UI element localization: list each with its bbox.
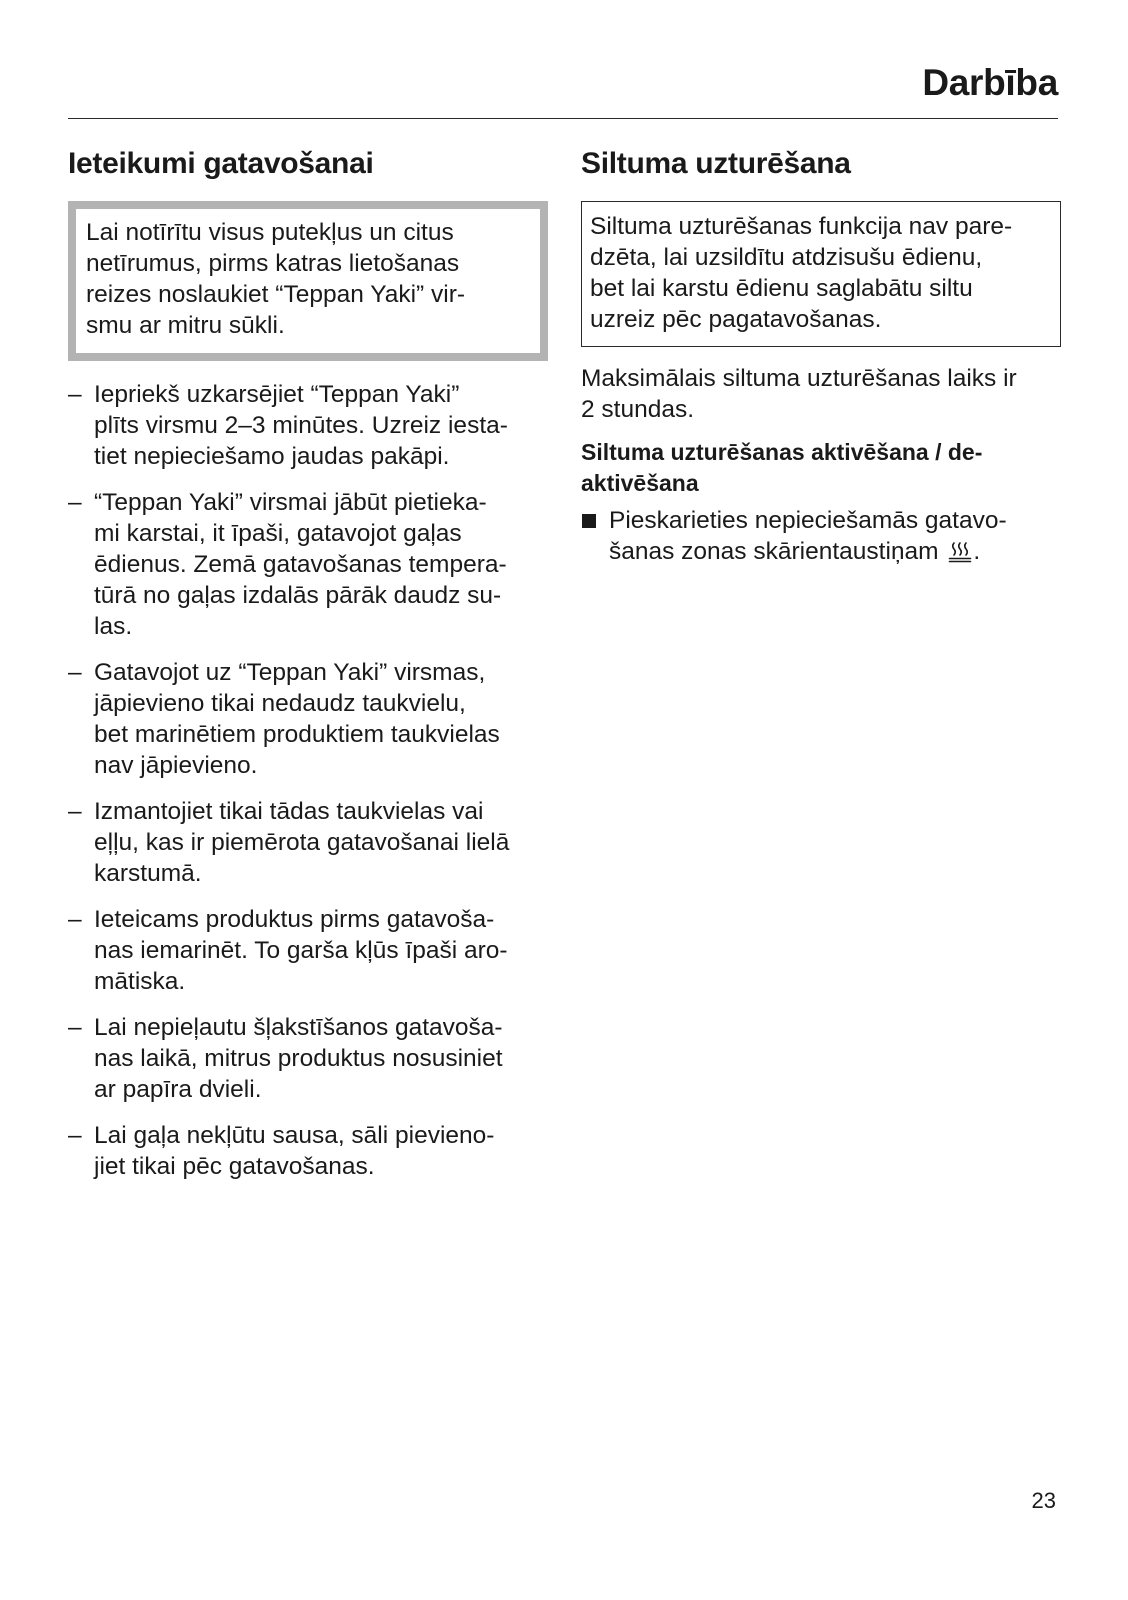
paragraph-line: 2 stundas. (581, 396, 695, 423)
subheading-line: Siltuma uzturēšanas aktivēšana / de- (581, 439, 983, 465)
list-item-line: nav jāpievieno. (94, 752, 258, 779)
page-number: 23 (1031, 1488, 1056, 1513)
list-item-line: jiet tikai pēc gatavošanas. (94, 1153, 375, 1180)
square-bullet-icon (582, 514, 596, 528)
list-item-line: ar papīra dvieli. (94, 1076, 262, 1103)
list-item-line: Iepriekš uzkarsējiet “Teppan Yaki” (94, 381, 460, 408)
list-item-line: karstumā. (94, 860, 202, 887)
dash-bullet: – (68, 659, 82, 686)
list-item (68, 796, 548, 889)
list-item-line: jāpievieno tikai nedaudz taukvielu, (94, 690, 466, 717)
dash-bullet: – (68, 798, 82, 825)
dash-bullet: – (68, 906, 82, 933)
keep-warm-heading: Siltuma uzturēšana (581, 147, 851, 180)
instruction-line: Pieskarieties nepieciešamās gatavo- (609, 507, 1007, 534)
list-item (68, 487, 548, 642)
note-line: dzēta, lai uzsildītu atdzisušu ēdienu, (590, 244, 983, 271)
left-column (68, 145, 548, 1197)
list-item-line: nas laikā, mitrus produktus nosusiniet (94, 1045, 503, 1072)
list-item (68, 657, 548, 781)
list-item (68, 904, 548, 997)
list-item-line: Lai nepieļautu šļakstīšanos gatavoša- (94, 1014, 503, 1041)
section-header-title: Darbība (922, 62, 1058, 103)
note-line: netīrumus, pirms katras lietošanas (86, 250, 460, 277)
list-item-line: Ieteicams produktus pirms gatavoša- (94, 906, 495, 933)
dash-bullet: – (68, 381, 82, 408)
note-line: uzreiz pēc pagatavošanas. (590, 306, 882, 333)
instruction-line-text: šanas zonas skārientaustiņam (609, 538, 939, 565)
dash-bullet: – (68, 489, 82, 516)
header-divider (68, 118, 1058, 119)
instruction-line-with-icon (609, 536, 1061, 567)
list-item-line: plīts virsmu 2–3 minūtes. Uzreiz iesta- (94, 412, 508, 439)
cooking-tips-heading: Ieteikumi gatavošanai (68, 147, 374, 180)
list-item (68, 379, 548, 472)
note-line: reizes noslaukiet “Teppan Yaki” vir- (86, 281, 466, 308)
paragraph-line: Maksimālais siltuma uzturēšanas laiks ir (581, 365, 1017, 392)
instruction-step (581, 505, 1061, 567)
list-item-line: las. (94, 613, 133, 640)
list-item (68, 1012, 548, 1105)
list-item-line: mātiska. (94, 968, 186, 995)
note-line: bet lai karstu ēdienu saglabātu siltu (590, 275, 973, 302)
list-item-line: eļļu, kas ir piemērota gatavošanai lielā (94, 829, 510, 856)
list-item (68, 1120, 548, 1182)
list-item-line: Gatavojot uz “Teppan Yaki” virsmas, (94, 659, 486, 686)
list-item-line: Izmantojiet tikai tādas taukvielas vai (94, 798, 484, 825)
instruction-line-end: . (973, 538, 981, 565)
list-item-line: bet marinētiem produktiem taukvielas (94, 721, 500, 748)
note-line: Lai notīrītu visus putekļus un citus (86, 219, 454, 246)
list-item-line: ēdienus. Zemā gatavošanas tempera- (94, 551, 507, 578)
list-item-line: tūrā no gaļas izdalās pārāk daudz su- (94, 582, 502, 609)
note-line: smu ar mitru sūkli. (86, 312, 285, 339)
list-item-line: nas iemarinēt. To garša kļūs īpaši aro- (94, 937, 508, 964)
note-line: Siltuma uzturēšanas funkcija nav pare- (590, 213, 1013, 240)
right-column (581, 145, 1061, 567)
activation-subheading (581, 437, 1061, 499)
max-duration-paragraph (581, 363, 1061, 425)
dash-bullet: – (68, 1122, 82, 1149)
cleaning-note-box (68, 201, 548, 361)
keep-warm-note-box (581, 201, 1061, 347)
dash-bullet: – (68, 1014, 82, 1041)
keep-warm-icon (947, 538, 973, 564)
list-item-line: mi karstai, it īpaši, gatavojot gaļas (94, 520, 462, 547)
subheading-line: aktivēšana (581, 470, 699, 496)
cooking-tips-list (68, 379, 548, 1182)
list-item-line: “Teppan Yaki” virsmai jābūt pietieka- (94, 489, 487, 516)
list-item-line: tiet nepieciešamo jaudas pakāpi. (94, 443, 450, 470)
list-item-line: Lai gaļa nekļūtu sausa, sāli pievieno- (94, 1122, 495, 1149)
